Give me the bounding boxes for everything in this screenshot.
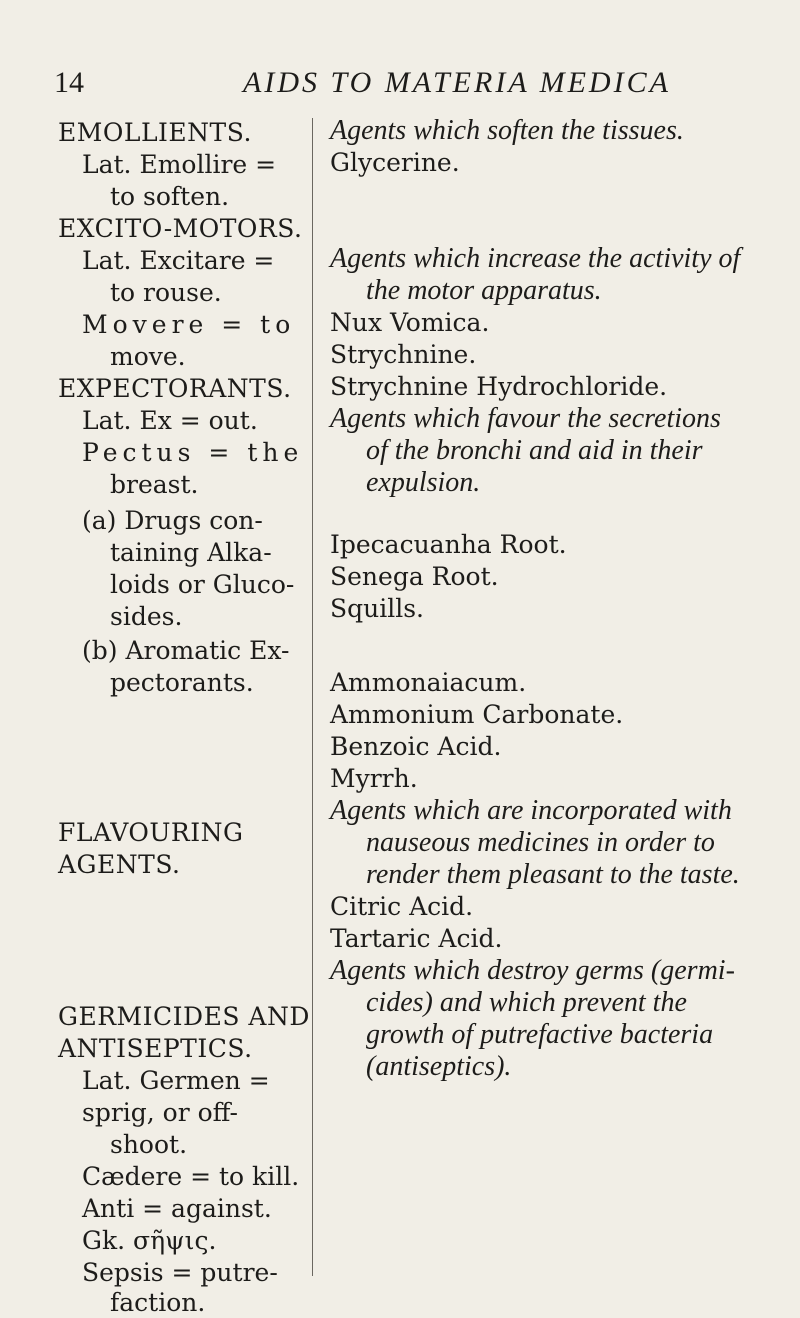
etymology-line: Lat. Emollire = [82,150,277,179]
etymology-line: breast. [110,470,199,499]
term-heading: EXPECTORANTS. [58,374,292,403]
etymology-line: Movere = to [82,310,296,339]
etymology-line: Cædere = to kill. [82,1162,300,1191]
drug-item: Strychnine. [330,340,477,369]
drug-item: Senega Root. [330,562,499,591]
drug-item: Myrrh. [330,764,418,793]
term-heading: ANTISEPTICS. [58,1034,253,1063]
subclass-line: sides. [110,602,183,631]
drug-item: Benzoic Acid. [330,732,502,761]
etymology-line: Anti = against. [82,1194,272,1223]
definition-line: of the bronchi and aid in their [366,435,703,466]
drug-item: Strychnine Hydrochloride. [330,372,668,401]
definition-line: Agents which are incorporated with [330,795,732,826]
etymology-line: sprig, or off- [82,1098,238,1127]
definition-line: growth of putrefactive bacteria [366,1019,714,1050]
drug-item: Ammonium Carbonate. [330,700,624,729]
definition-line: expulsion. [366,467,481,498]
definition-line: Agents which increase the activity of [330,243,741,274]
page-header [18,66,788,110]
term-heading: GERMICIDES AND [58,1002,310,1031]
subclass-line: pectorants. [110,668,254,697]
etymology-line: Pectus = the [82,438,304,467]
drug-item: Tartaric Acid. [330,924,503,953]
etymology-line: Sepsis = putre- [82,1258,278,1287]
etymology-line: to rouse. [110,278,222,307]
column-divider [312,118,313,1276]
drug-item: Ipecacuanha Root. [330,530,567,559]
etymology-line: to soften. [110,182,230,211]
definition-line: Agents which soften the tissues. [330,115,684,146]
definition-line: cides) and which prevent the [366,987,687,1018]
drug-item: Nux Vomica. [330,308,490,337]
page-number: 14 [54,66,84,99]
definition-line: Agents which favour the secretions [330,403,721,434]
subclass-line: taining Alka- [110,538,272,567]
definition-line: the motor apparatus. [366,275,602,306]
etymology-line: Lat. Ex = out. [82,406,258,435]
drug-item: Citric Acid. [330,892,474,921]
drug-item: Ammonaiacum. [330,668,527,697]
definition-line: nauseous medicines in order to [366,827,715,858]
etymology-line: Gk. σῆψις. [82,1226,217,1255]
term-heading: AGENTS. [58,850,181,879]
term-heading: FLAVOURING [58,818,244,847]
etymology-line: shoot. [110,1130,188,1159]
etymology-line: faction. [110,1288,206,1317]
drug-item: Squills. [330,594,424,623]
etymology-line: Lat. Excitare = [82,246,275,275]
term-heading: EMOLLIENTS. [58,118,252,147]
definition-line: Agents which destroy germs (germi- [330,955,735,986]
subclass-line: loids or Gluco- [110,570,295,599]
term-heading: EXCITO-MOTORS. [58,214,303,243]
definition-line: (antiseptics). [366,1051,512,1082]
etymology-line: Lat. Germen = [82,1066,270,1095]
drug-item: Glycerine. [330,148,460,177]
definition-line: render them pleasant to the taste. [366,859,740,890]
subclass-line: (b) Aromatic Ex- [82,636,290,665]
subclass-line: (a) Drugs con- [82,506,263,535]
etymology-line: move. [110,342,186,371]
running-title: AIDS TO MATERIA MEDICA [243,66,671,99]
